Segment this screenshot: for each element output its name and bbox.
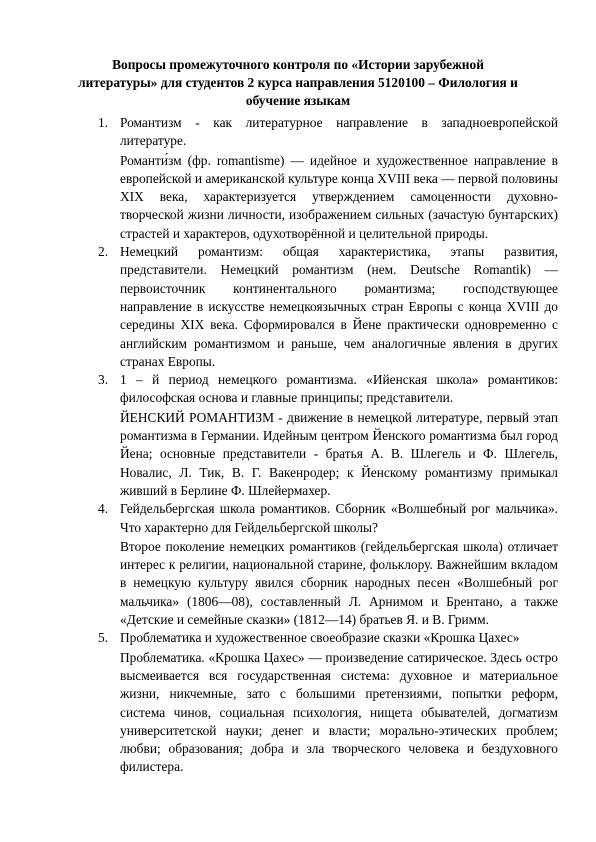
item-answer: Романти́зм (фр. romantisme) — идейное и художественное направление в европейской и американской культуре конца XVIII века — первой половины XIX века, характеризуется утверждением самоценности духовно-творческой жизни личности, изображением сильных (зачастую бунтарских) страстей и характеров, одухотворённой и целительной природы. — [120, 152, 558, 241]
list-item — [98, 243, 558, 371]
item-number: 3. — [98, 372, 109, 388]
item-question: Немецкий романтизм: общая характеристика, этапы развития, представители. Немецкий романтизм (нем. Deutsche Romantik) — первоисточник континентального романтизма; господствующее направление в искусстве немецкоязычных стран Европы с конца XVIII до середины XIX века. Сформировался в Йене практически одновременно с английским романтизмом и раньше, чем аналогичные явления в других странах Европы. — [120, 244, 558, 369]
item-question: 1 – й период немецкого романтизма. «Ийенская школа» романтиков: философская основа и главные принципы; представители. — [120, 372, 558, 406]
list-item — [98, 629, 558, 776]
item-question: Романтизм - как литературное направление в западноевропейской литературе. — [120, 115, 558, 149]
item-answer: Второе поколение немецких романтиков (гейдельбергская школа) отличает интерес к религии, национальной старине, фольклору. Важнейшим вкладом в немецкую культуру явился сборник народных песен «Волшебный рог мальчика» (1806—08), составленный Л. Арнимом и Брентано, а также «Детские и семейные сказки» (1812—14) братьев Я. и В. Гримм. — [120, 538, 558, 628]
title-line: обучение языкам — [245, 93, 351, 108]
list-item — [98, 371, 558, 500]
item-number: 5. — [98, 630, 109, 646]
question-list — [38, 114, 558, 777]
item-question: Проблематика и художественное своеобразие сказки «Крошка Цахес» — [120, 630, 520, 646]
title-line: литературы» для студентов 2 курса направления 5120100 – Филология и — [78, 75, 518, 90]
document-title — [38, 56, 558, 110]
list-item — [98, 114, 558, 243]
item-answer: ЙЕНСКИЙ РОМАНТИЗМ - движение в немецкой литературе, первый этап романтизма в Германии. Идейным центром Йенского романтизма был город Йена; основные представители - братья А. В. Шлегель и Ф. Шлегель, Новалис, Л. Тик, В. Г. Вакенродер; к Йенскому романтизму примыкал живший в Берлине Ф. Шлейермахер. — [120, 409, 558, 498]
item-number: 1. — [98, 115, 109, 130]
list-item — [98, 500, 558, 629]
item-answer: Проблематика. «Крошка Цахес» — произведение сатирическое. Здесь остро высмеивается вся государственная система: духовное и материальное жизни, никчемные, зато с большими претензиями, попытки реформ, система чинов, социальная психология, нищета обывателей, догматизм университетской науки; денег и власти; морально-этических проблем; любви; образования; добра и зла творческого человека и бездуховного филистера. — [120, 649, 558, 775]
item-question: Гейдельбергская школа романтиков. Сборник «Волшебный рог мальчика». Что характерно для Гейдельбергской школы? — [120, 501, 558, 535]
item-number: 2. — [98, 244, 109, 260]
item-number: 4. — [98, 501, 109, 517]
title-line: Вопросы промежуточного контроля по «Истории зарубежной — [112, 57, 484, 72]
